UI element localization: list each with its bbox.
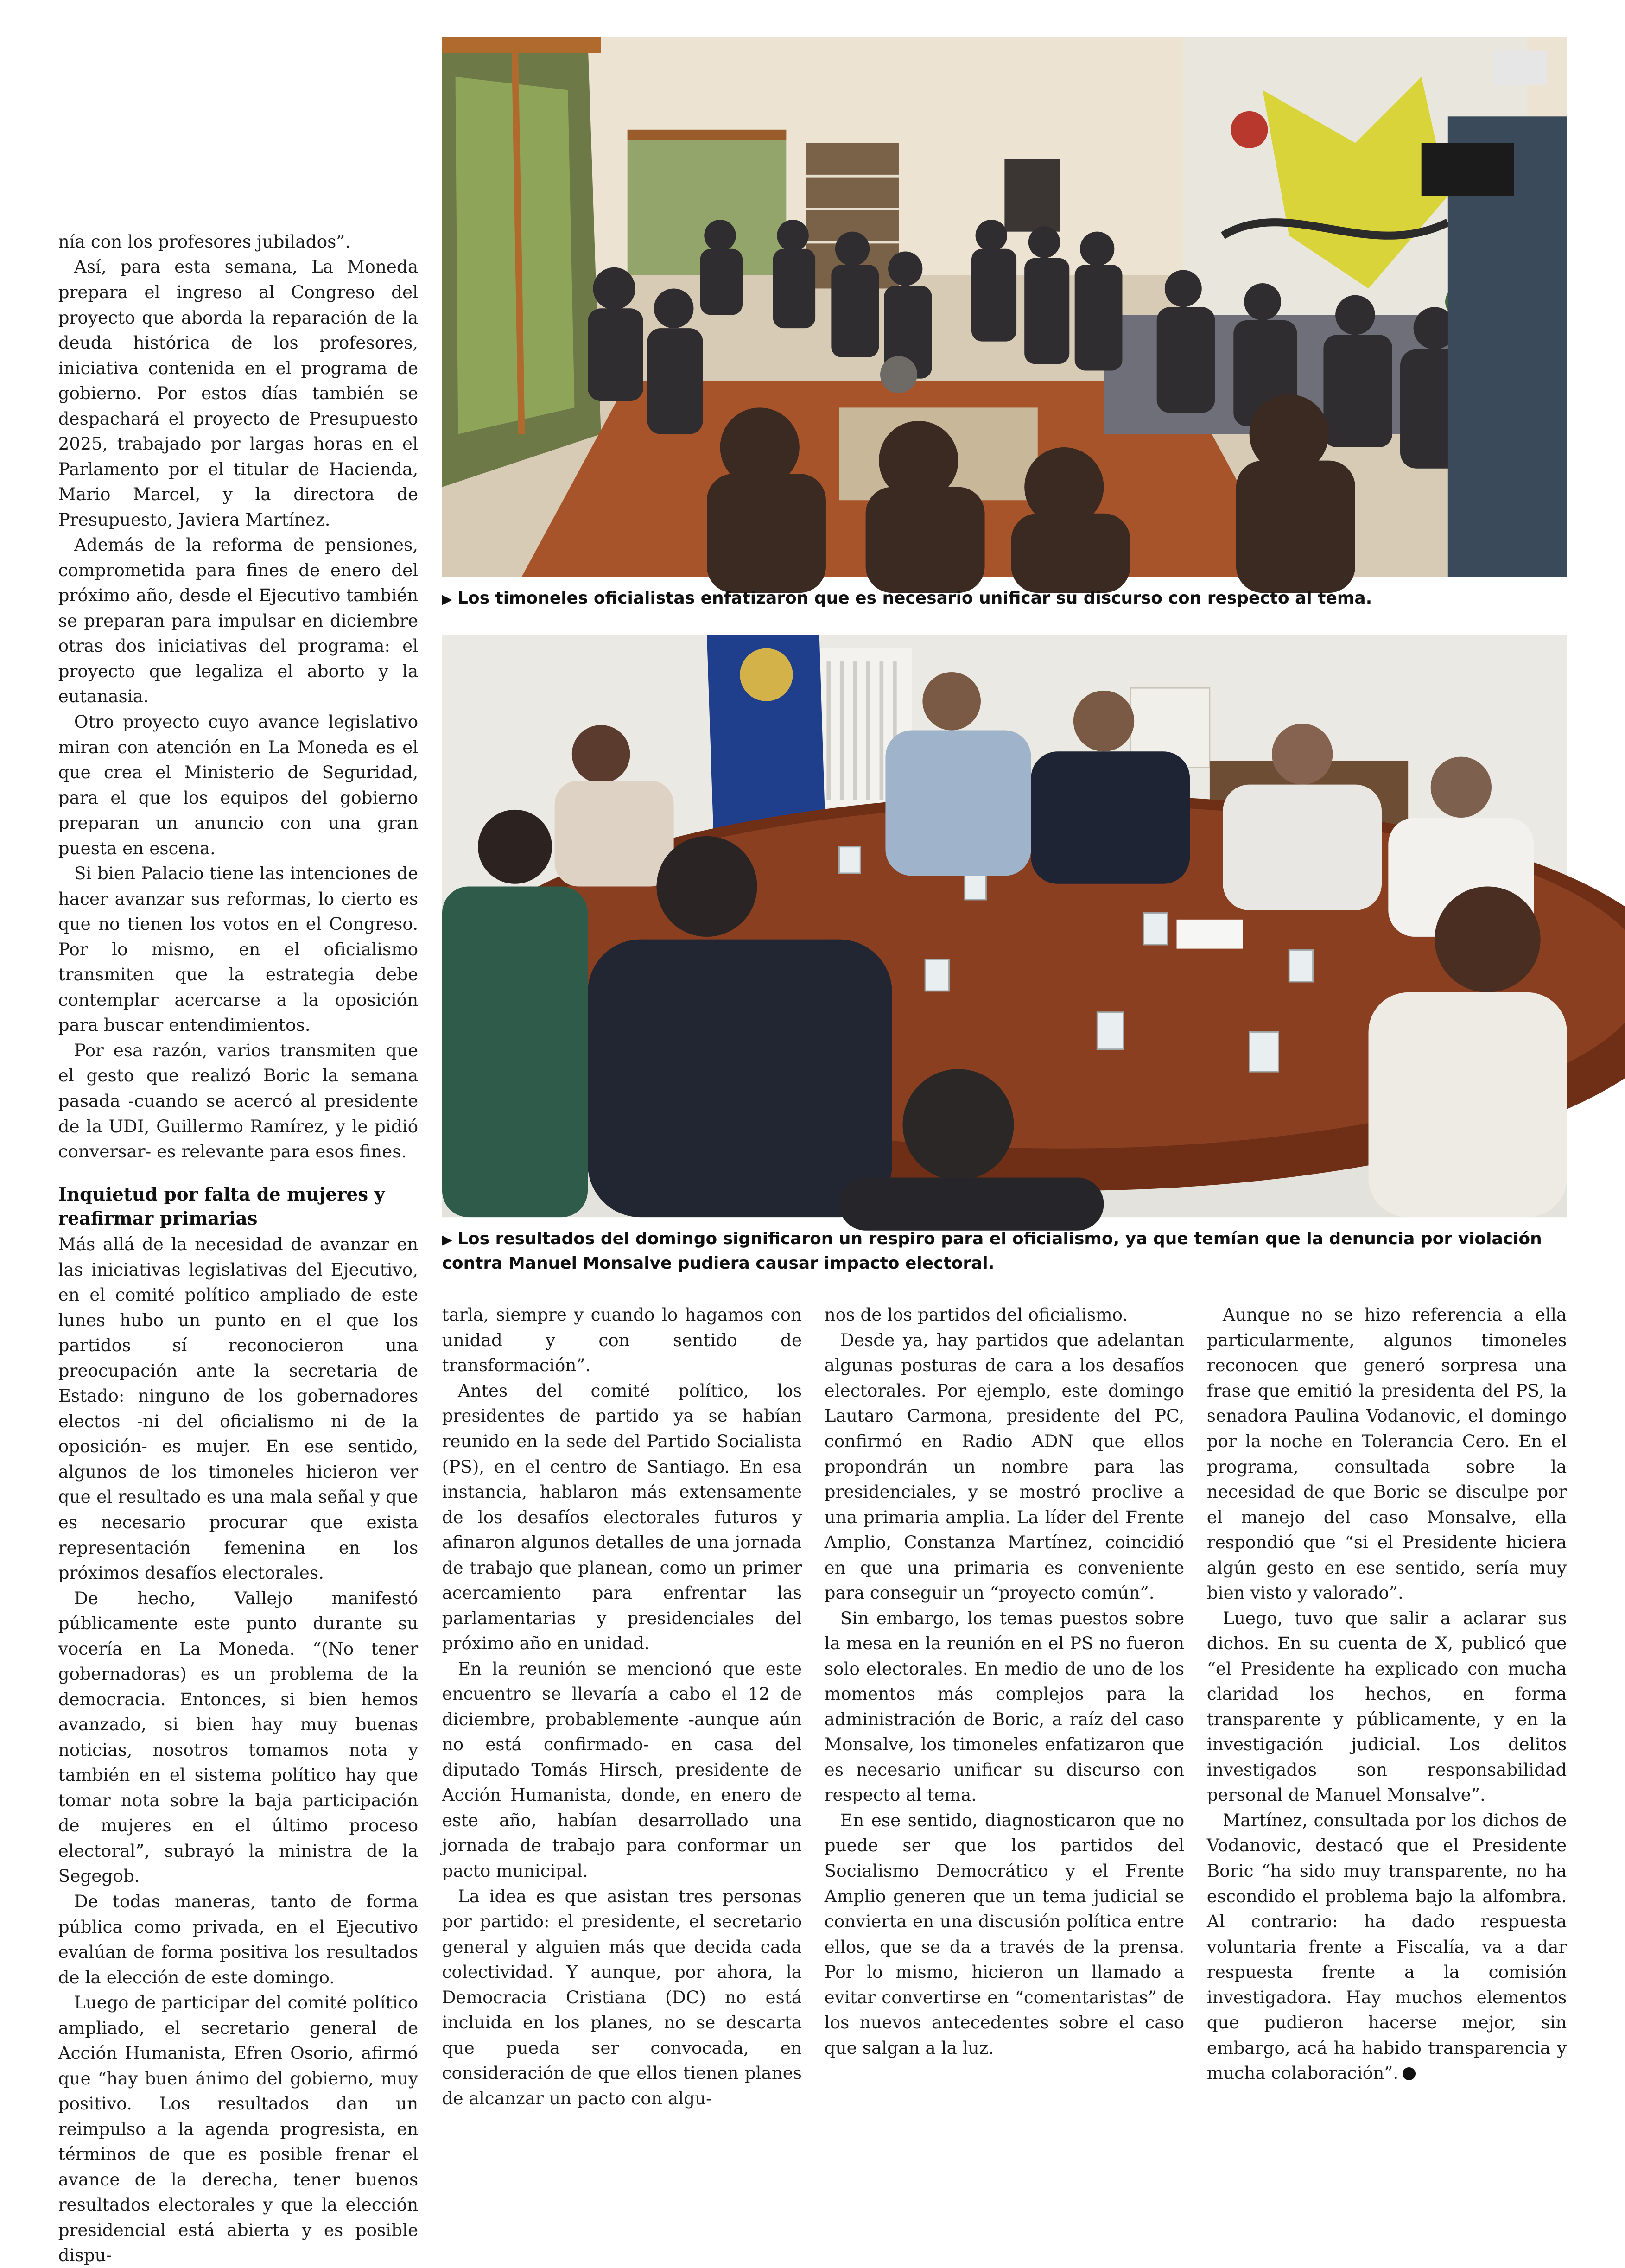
paragraph: En la reunión se mencionó que este encuentro se llevaría a cabo el 12 de diciembre, probablemente -aunque aún no está confirmado- en casa del diputado Tomás Hirsch, presidente de Acción Humanista, donde, en enero de este año, habían desarrollado una jornada de trabajo para conformar un pacto municipal. <box>442 1658 802 1881</box>
paragraph: Además de la reforma de pensiones, comprometida para fines de enero del próximo año, desde el Ejecutivo también se preparan para impulsar en diciembre otras dos iniciativas del programa: el proyecto que legaliza el aborto y la eutanasia. <box>58 534 419 707</box>
paragraph: La idea es que asistan tres personas por partido: el presidente, el secretario general y alguien más que decida cada colectividad. Y aunque, por ahora, la Democracia Cristiana (DC) no está incluida en los planes, no se descarta que pueda ser convocada, en consideración de que ellos tienen planes de alcanzar un pacto con algu- <box>442 1886 802 2109</box>
paragraph: Otro proyecto cuyo avance legislativo miran con atención en La Moneda es el que crea el Ministerio de Seguridad, para el que los equipos del gobierno preparan un anuncio con una gran puesta en escena. <box>58 712 419 858</box>
paragraph: Luego de participar del comité político ampliado, el secretario general de Acción Humanista, Efren Osorio, afirmó que “hay buen ánimo del gobierno, muy positivo. Los resultados dan un reimpulso a la agenda progresista, en términos de que es posible frenar el avance de la derecha, tener buenos resultados electorales y que la elección presidencial está abierta y es posible dispu- <box>58 1992 419 2266</box>
subheading: Inquietud por falta de mujeres y reafirmar primarias <box>58 1184 385 1230</box>
paragraph: Aunque no se hizo referencia a ella particularmente, algunos timoneles reconocen que generó sorpresa una frase que emitió la presidenta del PS, la senadora Paulina Vodanovic, el domingo por la noche en Tolerancia Cero. En el programa, consultada sobre la necesidad de que Boric se disculpe por el manejo del caso Monsalve, ella respondió que “si el Presidente hiciera algún gesto en ese sentido, sería muy bien visto y valorado”. <box>1206 1304 1567 1603</box>
paragraph: Más allá de la necesidad de avanzar en las iniciativas legislativas del Ejecutivo, en el comité político ampliado de este lunes hubo un punto en el que los partidos sí reconocieron una preocupación ante la secretaria de Estado: ninguno de los gobernadores electos -ni del oficialismo ni de la oposición- es mujer. En ese sentido, algunos de los timoneles hicieron ver que el resultado es una mala señal y que es necesario procurar que exista representación femenina en los próximos desafíos electorales. <box>58 1234 419 1583</box>
photo-living-room-image <box>442 37 1567 577</box>
end-of-article-icon <box>1403 2067 1416 2081</box>
paragraph: De hecho, Vallejo manifestó públicamente este punto durante su vocería en La Moneda. “(No tener gobernadoras) es un problema de la democracia. Entonces, si bien hemos avanzado, si bien hay muy buenas noticias, nosotros tomamos nota y también en el sistema político hay que tomar nota sobre la baja participación de mujeres en el último proceso electoral”, subrayó la ministra de la Segegob. <box>58 1588 419 1887</box>
paragraph: Así, para esta semana, La Moneda prepara el ingreso al Congreso del proyecto que aborda la reparación de la deuda histórica de los profesores, iniciativa contenida en el programa de gobierno. Por estos días también se despachará el proyecto de Presupuesto 2025, trabajado por largas horas en el Parlamento por el titular de Hacienda, Mario Marcel, y la directora de Presupuesto, Javiera Martínez. <box>58 256 419 530</box>
article-column-3 <box>825 1302 1185 2060</box>
paragraph: Por esa razón, varios transmiten que el gesto que realizó Boric la semana pasada -cuando se acercó al presidente de la UDI, Guillermo Ramírez, y le pidió conversar- es relevante para esos fines. <box>58 1040 419 1162</box>
caption-arrow-icon: ▶ <box>442 1231 452 1247</box>
photo-table-meeting <box>442 635 1567 1217</box>
paragraph: Luego, tuvo que salir a aclarar sus dichos. En su cuenta de X, publicó que “el Presidente ha explicado con mucha claridad los hechos, en forma transparente y públicamente, y en la investigación judicial. Los delitos investigados son responsabilidad personal de Manuel Monsalve”. <box>1206 1607 1567 1805</box>
photo-caption: ▶ Los resultados del domingo significaron un respiro para el oficialismo, ya que temían que la denuncia por violación contra Manuel Monsalve pudiera causar impacto electoral. <box>442 1229 1542 1273</box>
paragraph: tarla, siempre y cuando lo hagamos con unidad y con sentido de transformación”. <box>442 1304 802 1376</box>
paragraph: nía con los profesores jubilados”. <box>58 231 351 252</box>
paragraph: Antes del comité político, los presidentes de partido ya se habían reunido en la sede del Partido Socialista (PS), en el centro de Santiago. En esa instancia, hablaron más extensamente de los desafíos electorales futuros y afinaron algunos detalles de una jornada de trabajo que planean, como un primer acercamiento para enfrentar las parlamentarias y presidenciales del próximo año en unidad. <box>442 1380 802 1654</box>
article-column-2 <box>442 1302 802 2111</box>
caption-arrow-icon: ▶ <box>442 591 452 607</box>
paragraph: En ese sentido, diagnosticaron que no puede ser que los partidos del Socialismo Democrático y el Frente Amplio generen que un tema judicial se convierta en una discusión política entre ellos, que se da a través de la prensa. Por lo mismo, hicieron un llamado a evitar convertirse en “comentaristas” de los nuevos antecedentes sobre el caso que salgan a la luz. <box>824 1810 1185 2058</box>
paragraph: Desde ya, hay partidos que adelantan algunas posturas de cara a los desafíos electorales. Por ejemplo, este domingo Lautaro Carmona, presidente del PC, confirmó en Radio ADN que ellos propondrán un nombre para las presidenciales, y se mostró proclive a una primaria amplia. La líder del Frente Amplio, Constanza Martínez, coincidió en que una primaria es conveniente para conseguir un “proyecto común”. <box>824 1329 1185 1603</box>
paragraph: Si bien Palacio tiene las intenciones de hacer avanzar sus reformas, lo cierto es que no tienen los votos en el Congreso. Por lo mismo, en el oficialismo transmiten que la estrategia debe contemplar acercarse a la oposición para buscar entendimientos. <box>58 863 419 1036</box>
article-column-4 <box>1207 1302 1567 2085</box>
photo-table-image <box>442 635 1567 1217</box>
paragraph: nos de los partidos del oficialismo. <box>824 1304 1128 1325</box>
photo-caption: ▶ Los timoneles oficialistas enfatizaron que es necesario unificar su discurso con respecto al tema. <box>442 588 1372 608</box>
paragraph: De todas maneras, tanto de forma pública como privada, en el Ejecutivo evalúan de forma positiva los resultados de la elección de este domingo. <box>58 1891 419 1988</box>
paragraph: Sin embargo, los temas puestos sobre la mesa en la reunión en el PS no fueron solo electorales. En medio de uno de los momentos más complejos para la administración de Boric, a raíz del caso Monsalve, los timoneles enfatizaron que es necesario unificar su discurso con respecto al tema. <box>824 1607 1185 1805</box>
photo-living-room-meeting <box>442 37 1567 577</box>
article-column-1 <box>58 229 419 2268</box>
paragraph: Martínez, consultada por los dichos de Vodanovic, destacó que el Presidente Boric “ha sido muy transparente, no ha escondido el problema bajo la alfombra. Al contrario: ha dado respuesta voluntaria frente a Fiscalía, va a dar respuesta frente a la comisión investigadora. Hay muchos elementos que pudieron hacerse mejor, sin embargo, acá ha habido transparencia y mucha colaboración”. <box>1206 1810 1567 2084</box>
